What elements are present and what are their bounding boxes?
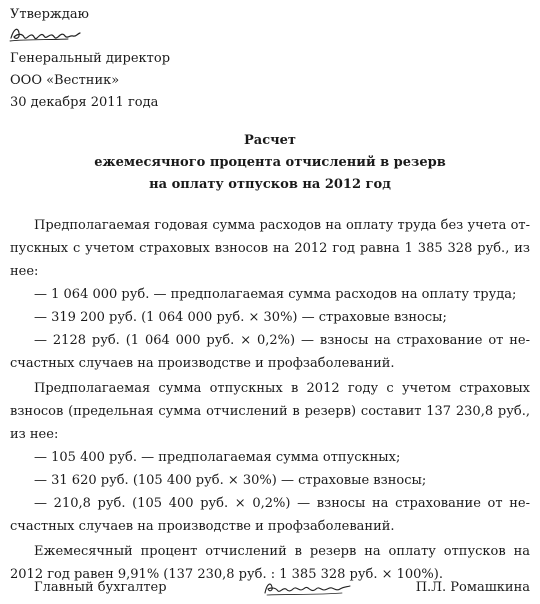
p2-line-2: взносов (предельная сумма отчислений в резерв) составит 137 230,8 руб., <box>10 404 530 419</box>
approval-block <box>10 4 170 114</box>
accountant-role: Главный бухгалтер <box>34 580 167 595</box>
title-line-1: Расчет <box>244 133 296 148</box>
approver-position: Генеральный директор <box>10 51 171 66</box>
p2-line-3: из нее: <box>10 427 59 442</box>
p2-item-2: — 31 620 руб. (105 400 руб. × 30%) — страховые взносы; <box>34 473 427 488</box>
document-body <box>10 214 530 586</box>
p1-line-1: Предполагаемая годовая сумма расходов на оплату труда без учета от- <box>34 218 530 233</box>
title-line-3: на оплату отпусков на 2012 год <box>149 177 391 192</box>
p2-line-1: Предполагаемая сумма отпускных в 2012 году с учетом страховых <box>34 381 530 396</box>
accountant-name: П.Л. Ромашкина <box>415 580 530 595</box>
p1-item-2: — 319 200 руб. (1 064 000 руб. × 30%) — страховые взносы; <box>34 310 447 325</box>
p3-line-2: 2012 год равен 9,91% (137 230,8 руб. : 1 385 328 руб. × 100%). <box>10 567 443 582</box>
title-line-2: ежемесячного процента отчислений в резерв <box>94 155 446 170</box>
director-signature <box>8 24 82 44</box>
document-title <box>0 130 540 196</box>
p1-item-3: — 2128 руб. (1 064 000 руб. × 0,2%) — взносы на страхование от не- <box>34 333 530 348</box>
approver-company: ООО «Вестник» <box>10 73 120 88</box>
p1-line-2: пускных с учетом страховых взносов на 2012 год равна 1 385 328 руб., из <box>10 241 530 256</box>
accountant-signature <box>262 578 352 598</box>
p1-line-3: нее: <box>10 264 39 279</box>
p3-line-1: Ежемесячный процент отчислений в резерв на оплату отпусков на <box>34 544 530 559</box>
approve-word: Утверждаю <box>10 7 89 22</box>
approval-date: 30 декабря 2011 года <box>10 95 159 110</box>
p2-item-3: — 210,8 руб. (105 400 руб. × 0,2%) — взносы на страхование от не- <box>34 496 530 511</box>
p1-item-1: — 1 064 000 руб. — предполагаемая сумма расходов на оплату труда; <box>34 287 517 302</box>
p1-item-3-cont: счастных случаев на производстве и профзаболеваний. <box>10 356 395 371</box>
p2-item-3-cont: счастных случаев на производстве и профзаболеваний. <box>10 519 395 534</box>
p2-item-1: — 105 400 руб. — предполагаемая сумма отпускных; <box>34 450 401 465</box>
